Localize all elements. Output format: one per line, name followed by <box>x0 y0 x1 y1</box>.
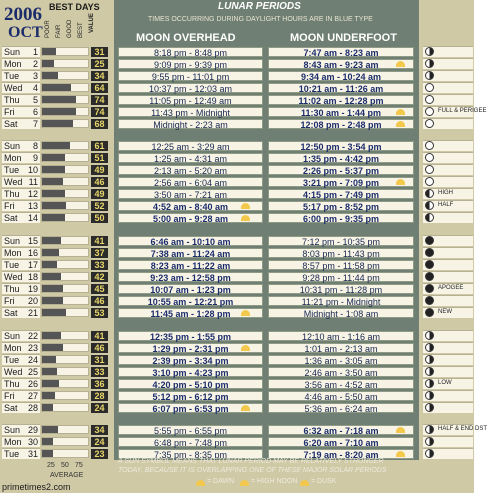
rating-value: 34 <box>91 425 108 435</box>
moon-overhead-period: 6:48 pm - 7:48 pm <box>118 437 263 447</box>
moon-overhead-period: 12:25 am - 3:29 am <box>118 141 263 151</box>
date-number: 6 <box>32 107 38 117</box>
moon-phase-icon <box>425 177 434 186</box>
scale-50: 50 <box>61 462 69 469</box>
rating-value: 50 <box>91 213 108 223</box>
moon-phase-icon <box>425 449 434 458</box>
day-label <box>2 283 40 294</box>
sun-icon <box>241 215 250 221</box>
rating-bar <box>42 261 57 268</box>
moon-underfoot-period: 10:31 pm - 11:28 pm <box>268 284 414 294</box>
moon-overhead-period: 11:45 am - 1:28 pm <box>118 308 263 318</box>
weekday: Sun <box>4 141 21 151</box>
moon-phase-icon <box>425 71 434 80</box>
day-label <box>2 259 40 270</box>
moon-overhead-period: 6:46 am - 10:10 am <box>118 236 263 246</box>
moon-phase-label: APOGEE <box>438 285 464 291</box>
weekday: Thu <box>4 95 20 105</box>
moon-underfoot-period: 1:36 am - 3:05 am <box>268 355 414 365</box>
sun-icon <box>396 427 405 433</box>
rating-bar <box>42 108 76 115</box>
rating-value: 49 <box>91 165 108 175</box>
moon-phase-icon <box>425 59 434 68</box>
moon-underfoot-period: 8:57 pm - 11:58 pm <box>268 260 414 270</box>
moon-overhead-period: 9:09 pm - 9:39 pm <box>118 59 263 69</box>
rating-label-2: GOOD <box>67 19 73 38</box>
date-number: 13 <box>27 201 38 211</box>
rating-bar <box>42 285 63 292</box>
weekday: Wed <box>4 177 23 187</box>
rating-bar <box>42 214 65 221</box>
sun-icon <box>241 203 250 209</box>
noon-sun-icon <box>240 480 249 486</box>
date-number: 16 <box>27 248 38 258</box>
sun-icon <box>396 121 405 127</box>
rating-bar <box>42 273 61 280</box>
moon-phase-icon <box>425 296 434 305</box>
date-number: 19 <box>27 284 38 294</box>
rating-value: 25 <box>91 59 108 69</box>
dawn-legend: = DAWN <box>207 478 235 485</box>
day-label <box>2 424 40 435</box>
moon-overhead-period: 10:55 am - 12:21 pm <box>118 296 263 306</box>
moon-phase-icon <box>425 165 434 174</box>
date-number: 29 <box>27 425 38 435</box>
rating-value: 33 <box>91 367 108 377</box>
moon-phase-icon <box>425 201 434 210</box>
average-label: AVERAGE <box>50 472 84 479</box>
rating-value: 64 <box>91 83 108 93</box>
day-label <box>2 176 40 187</box>
sun-icon <box>396 61 405 67</box>
weekday: Fri <box>4 201 15 211</box>
moon-underfoot-period: 11:30 am - 1:44 pm <box>268 107 414 117</box>
moon-overhead-period: 9:23 am - 12:58 pm <box>118 272 263 282</box>
sun-icon <box>396 109 405 115</box>
moon-phase-icon <box>425 391 434 400</box>
date-number: 3 <box>32 71 38 81</box>
moon-overhead-period: 7:38 am - 11:24 am <box>118 248 263 258</box>
rating-bar <box>42 166 65 173</box>
rating-value: 68 <box>91 119 108 129</box>
date-number: 1 <box>32 47 38 57</box>
high-noon-legend: = HIGH NOON <box>251 478 298 485</box>
rating-value: 51 <box>91 153 108 163</box>
moon-underfoot-period: 7:19 am - 8:20 am <box>268 449 414 459</box>
footer-note-line2: TODAY, BECAUSE IT IS OVERLAPPING ONE OF THESE MAJOR SOLAR PERIODS <box>118 467 387 474</box>
moon-overhead-period: 11:05 pm - 12:49 am <box>118 95 263 105</box>
moon-phase-icon <box>425 367 434 376</box>
moon-phase-icon <box>425 437 434 446</box>
moon-phase-label: FULL & PERIGEE <box>438 108 487 114</box>
rating-bar <box>42 392 55 399</box>
rating-value: 74 <box>91 95 108 105</box>
moon-phase-icon <box>425 83 434 92</box>
moon-underfoot-title: MOON UNDERFOOT <box>290 32 397 44</box>
rating-value: 41 <box>91 331 108 341</box>
rating-value: 61 <box>91 141 108 151</box>
rating-value: 31 <box>91 355 108 365</box>
rating-value: 52 <box>91 201 108 211</box>
rating-label-1: FAIR <box>56 24 62 38</box>
weekday: Mon <box>4 59 22 69</box>
rating-value: 33 <box>91 260 108 270</box>
day-label <box>2 106 40 117</box>
rating-bar <box>42 237 61 244</box>
weekday: Sat <box>4 403 18 413</box>
day-label <box>2 152 40 163</box>
moon-overhead-title: MOON OVERHEAD <box>136 32 236 44</box>
moon-phase-icon <box>425 355 434 364</box>
moon-phase-icon <box>425 308 434 317</box>
moon-overhead-period: 8:23 am - 11:22 am <box>118 260 263 270</box>
moon-overhead-period: 12:35 pm - 1:55 pm <box>118 331 263 341</box>
date-number: 20 <box>27 296 38 306</box>
moon-overhead-period: 2:56 am - 6:04 am <box>118 177 263 187</box>
rating-value: 37 <box>91 248 108 258</box>
moon-phase-icon <box>425 47 434 56</box>
moon-overhead-period: 7:35 pm - 8:35 pm <box>118 449 263 459</box>
weekday: Tue <box>4 260 20 270</box>
moon-underfoot-period: 10:21 am - 11:26 am <box>268 83 414 93</box>
scale-75: 75 <box>75 462 83 469</box>
moon-underfoot-period: 1:35 pm - 4:42 pm <box>268 153 414 163</box>
rating-value: 34 <box>91 71 108 81</box>
moon-underfoot-period: 6:20 am - 7:10 am <box>268 437 414 447</box>
sun-icon <box>396 179 405 185</box>
rating-bar <box>42 190 65 197</box>
rating-bar <box>42 368 57 375</box>
moon-phase-icon <box>425 189 434 198</box>
day-label <box>2 354 40 365</box>
day-label <box>2 212 40 223</box>
moon-phase-icon <box>425 213 434 222</box>
dusk-sun-icon <box>300 480 309 486</box>
dusk-legend: = DUSK <box>311 478 337 485</box>
date-number: 9 <box>32 153 38 163</box>
moon-phase-icon <box>425 248 434 257</box>
rating-value: 49 <box>91 189 108 199</box>
rating-bar <box>42 404 53 411</box>
rating-value: 28 <box>91 391 108 401</box>
rating-label-0: POOR <box>45 20 51 38</box>
rating-bar <box>42 142 70 149</box>
moon-overhead-period: 1:29 pm - 2:31 pm <box>118 343 263 353</box>
moon-underfoot-period: 3:21 pm - 7:09 pm <box>268 177 414 187</box>
day-label <box>2 188 40 199</box>
moon-phase-label: HALF <box>438 202 454 208</box>
moon-overhead-period: 9:55 pm - 11:01 pm <box>118 71 263 81</box>
moon-underfoot-period: 7:12 pm - 10:35 pm <box>268 236 414 246</box>
rating-value: 36 <box>91 379 108 389</box>
moon-phase-icon <box>425 107 434 116</box>
rating-value: 41 <box>91 236 108 246</box>
rating-value: 42 <box>91 272 108 282</box>
moon-underfoot-period: 3:56 am - 4:52 am <box>268 379 414 389</box>
rating-value: 45 <box>91 284 108 294</box>
moon-phase-icon <box>425 260 434 269</box>
sun-icon <box>241 405 250 411</box>
moon-overhead-period: 5:00 am - 9:28 am <box>118 213 263 223</box>
day-label <box>2 46 40 57</box>
sun-icon <box>241 345 250 351</box>
rating-value: 23 <box>91 449 108 459</box>
rating-bar <box>42 249 59 256</box>
moon-underfoot-period: Midnight - 1:08 am <box>268 308 414 318</box>
moon-overhead-period: 6:07 pm - 6:53 pm <box>118 403 263 413</box>
rating-value: 24 <box>91 403 108 413</box>
rating-bar <box>42 380 59 387</box>
weekday: Sun <box>4 425 21 435</box>
moon-underfoot-period: 6:00 pm - 9:35 pm <box>268 213 414 223</box>
rating-bar <box>42 450 53 457</box>
date-number: 11 <box>28 177 38 187</box>
rating-bar <box>42 84 71 91</box>
rating-bar <box>42 154 65 161</box>
moon-underfoot-period: 1:01 am - 2:13 am <box>268 343 414 353</box>
day-label <box>2 235 40 246</box>
moon-overhead-period: 3:10 pm - 4:23 pm <box>118 367 263 377</box>
day-label <box>2 271 40 282</box>
rating-bar <box>42 438 53 445</box>
weekday: Wed <box>4 83 23 93</box>
weekday: Sun <box>4 47 21 57</box>
moon-underfoot-period: 8:43 am - 9:23 am <box>268 59 414 69</box>
weekday: Fri <box>4 107 15 117</box>
moon-overhead-period: 11:43 pm - Midnight <box>118 107 263 117</box>
weekday: Tue <box>4 355 20 365</box>
rating-bar <box>42 297 63 304</box>
rating-value: 46 <box>91 343 108 353</box>
date-number: 25 <box>27 367 38 377</box>
day-label <box>2 164 40 175</box>
rating-value: 74 <box>91 107 108 117</box>
date-number: 18 <box>27 272 38 282</box>
rating-bar <box>42 344 63 351</box>
rating-label-3: BEST <box>78 22 84 38</box>
moon-underfoot-period: 4:46 am - 5:50 am <box>268 391 414 401</box>
moon-underfoot-period: 6:32 am - 7:18 am <box>268 425 414 435</box>
rating-value: 24 <box>91 437 108 447</box>
date-number: 17 <box>27 260 38 270</box>
moon-phase-icon <box>425 284 434 293</box>
day-label <box>2 436 40 447</box>
moon-underfoot-period: 11:21 pm - Midnight <box>268 296 414 306</box>
moon-underfoot-period: 9:28 pm - 11:44 pm <box>268 272 414 282</box>
rating-bar <box>42 332 61 339</box>
weekday: Mon <box>4 437 22 447</box>
moon-phase-label: HIGH <box>438 190 453 196</box>
date-number: 15 <box>27 236 38 246</box>
moon-overhead-period: 1:25 am - 4:31 am <box>118 153 263 163</box>
best-days-label: BEST DAYS <box>49 2 100 12</box>
date-number: 23 <box>27 343 38 353</box>
moon-underfoot-period: 5:36 am - 6:24 am <box>268 403 414 413</box>
date-number: 22 <box>27 331 38 341</box>
date-number: 12 <box>27 189 38 199</box>
weekday: Tue <box>4 449 20 459</box>
moon-phase-label: NEW <box>438 309 452 315</box>
moon-overhead-period: Midnight - 2:23 am <box>118 119 263 129</box>
date-number: 31 <box>27 449 38 459</box>
weekday: Tue <box>4 71 20 81</box>
rating-bar <box>42 356 56 363</box>
weekday: Thu <box>4 379 20 389</box>
day-label <box>2 82 40 93</box>
moon-phase-icon <box>425 119 434 128</box>
dawn-sun-icon <box>196 480 205 486</box>
moon-overhead-period: 5:55 pm - 6:55 pm <box>118 425 263 435</box>
moon-underfoot-period: 11:02 am - 12:28 pm <box>268 95 414 105</box>
site-link[interactable]: primetimes2.com <box>2 482 71 492</box>
day-label <box>2 247 40 258</box>
date-number: 30 <box>27 437 38 447</box>
weekday: Fri <box>4 296 15 306</box>
moon-underfoot-period: 4:15 pm - 7:49 pm <box>268 189 414 199</box>
moon-overhead-period: 4:20 pm - 5:10 pm <box>118 379 263 389</box>
moon-underfoot-period: 12:50 pm - 3:54 pm <box>268 141 414 151</box>
lunar-periods-title: LUNAR PERIODS <box>218 1 301 12</box>
day-label <box>2 140 40 151</box>
footer-note-line1: A SUN SYMBOL MEANS THAT LUNAR PERIOD MAY BE RELATIVELY STRONGER <box>118 458 384 465</box>
weekday: Mon <box>4 248 22 258</box>
day-label <box>2 200 40 211</box>
moon-underfoot-period: 8:03 pm - 11:43 pm <box>268 248 414 258</box>
weekday: Wed <box>4 367 23 377</box>
rating-value: 53 <box>91 308 108 318</box>
moon-underfoot-period: 12:08 pm - 2:48 pm <box>268 119 414 129</box>
moon-phase-icon <box>425 331 434 340</box>
rating-value: 46 <box>91 296 108 306</box>
rating-bar <box>42 309 66 316</box>
moon-phase-icon <box>425 403 434 412</box>
weekday: Fri <box>4 391 15 401</box>
moon-underfoot-period: 12:10 am - 1:16 am <box>268 331 414 341</box>
year-label: 2006 <box>4 4 42 25</box>
moon-overhead-period: 10:07 am - 1:23 pm <box>118 284 263 294</box>
rating-value: 46 <box>91 177 108 187</box>
moon-overhead-period: 5:12 pm - 6:12 pm <box>118 391 263 401</box>
day-label <box>2 70 40 81</box>
rating-bar <box>42 48 56 55</box>
day-label <box>2 378 40 389</box>
weekday: Sat <box>4 308 18 318</box>
date-number: 24 <box>27 355 38 365</box>
rating-bar <box>42 72 58 79</box>
date-number: 14 <box>27 213 38 223</box>
date-number: 7 <box>32 119 38 129</box>
value-label: VALUE <box>89 13 95 33</box>
day-label <box>2 366 40 377</box>
date-number: 10 <box>27 165 38 175</box>
weekday: Sat <box>4 119 18 129</box>
moon-phase-icon <box>425 141 434 150</box>
weekday: Tue <box>4 165 20 175</box>
rating-bar <box>42 178 63 185</box>
rating-bar <box>42 120 73 127</box>
scale-25: 25 <box>47 462 55 469</box>
weekday: Wed <box>4 272 23 282</box>
rating-bar <box>42 60 54 67</box>
day-label <box>2 390 40 401</box>
moon-overhead-period: 10:37 pm - 12:03 am <box>118 83 263 93</box>
sun-icon <box>396 451 405 457</box>
day-label <box>2 94 40 105</box>
moon-underfoot-period: 5:17 pm - 8:52 pm <box>268 201 414 211</box>
moon-phase-icon <box>425 236 434 245</box>
day-label <box>2 342 40 353</box>
daylight-note: TIMES OCCURRING DURING DAYLIGHT HOURS ARE IN BLUE TYPE <box>148 16 373 23</box>
date-number: 2 <box>32 59 38 69</box>
moon-phase-icon <box>425 425 434 434</box>
moon-phase-label: LOW <box>438 380 452 386</box>
rating-bar <box>42 426 58 433</box>
moon-overhead-period: 2:13 am - 5:20 am <box>118 165 263 175</box>
moon-underfoot-period: 2:26 pm - 5:37 pm <box>268 165 414 175</box>
moon-phase-icon <box>425 95 434 104</box>
moon-overhead-period: 8:18 pm - 8:48 pm <box>118 47 263 57</box>
date-number: 26 <box>27 379 38 389</box>
moon-phase-icon <box>425 153 434 162</box>
moon-underfoot-period: 7:47 am - 8:23 am <box>268 47 414 57</box>
weekday: Sat <box>4 213 18 223</box>
date-number: 5 <box>32 95 38 105</box>
weekday: Thu <box>4 189 20 199</box>
day-label <box>2 448 40 459</box>
weekday: Mon <box>4 343 22 353</box>
day-label <box>2 330 40 341</box>
moon-phase-label: HALF & END DST <box>438 426 487 432</box>
day-label <box>2 118 40 129</box>
date-number: 8 <box>32 141 38 151</box>
moon-phase-icon <box>425 379 434 388</box>
weekday: Thu <box>4 284 20 294</box>
month-label: OCT <box>8 24 43 41</box>
weekday: Sun <box>4 331 21 341</box>
rating-value: 31 <box>91 47 108 57</box>
weekday: Sun <box>4 236 21 246</box>
date-number: 4 <box>32 83 38 93</box>
moon-phase-icon <box>425 343 434 352</box>
day-label <box>2 58 40 69</box>
rating-bar <box>42 202 66 209</box>
sun-icon <box>241 310 250 316</box>
moon-overhead-period: 4:52 am - 8:40 am <box>118 201 263 211</box>
date-number: 27 <box>27 391 38 401</box>
rating-bar <box>42 96 76 103</box>
moon-underfoot-period: 9:34 am - 10:24 am <box>268 71 414 81</box>
day-label <box>2 307 40 318</box>
moon-underfoot-period: 2:46 am - 3:50 am <box>268 367 414 377</box>
moon-overhead-period: 3:50 am - 7:21 am <box>118 189 263 199</box>
date-number: 21 <box>27 308 38 318</box>
date-number: 28 <box>27 403 38 413</box>
day-label <box>2 402 40 413</box>
day-label <box>2 295 40 306</box>
moon-overhead-period: 2:39 pm - 3:34 pm <box>118 355 263 365</box>
moon-phase-icon <box>425 272 434 281</box>
weekday: Mon <box>4 153 22 163</box>
